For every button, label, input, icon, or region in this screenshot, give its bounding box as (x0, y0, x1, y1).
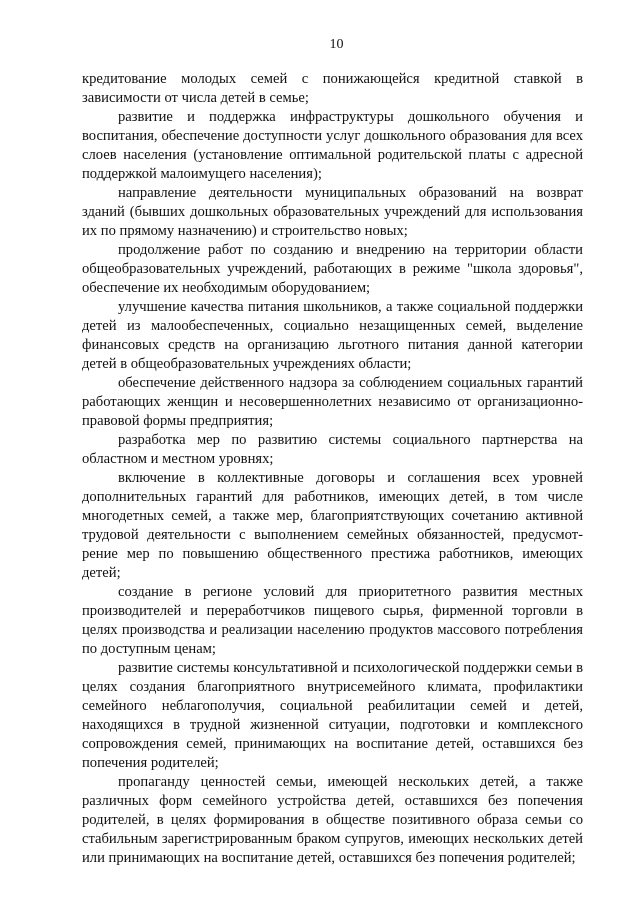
paragraph: направление деятельности муниципальных образований на возврат зданий (бывших дошкольных образовательных учреждений для использования их по прямому назначению) и строительство новых; (82, 185, 583, 239)
paragraph: продолжение работ по созданию и внедрению на территории области общеобразовательных учреждений, работающих в режиме "школа здоровья", обеспечение их необходимым оборудованием; (82, 242, 583, 296)
paragraph: обеспечение действенного надзора за соблюдением социальных гарантий работающих женщин и несовершеннолетних независимо от организационно-правовой формы предприятия; (82, 375, 583, 429)
paragraph: развитие системы консультативной и психологической поддержки семьи в целях создания благоприятного внутрисемейного климата, профилактики семейного неблагополучия, социальной реабилитации семей и детей, находящихся в трудной жизненной ситуации, подготовки и комплексного сопровождения семей, принимающих на воспитание детей, оставшихся без попечения родителей; (82, 660, 583, 771)
paragraph: улучшение качества питания школьников, а также социальной поддержки детей из малообеспеченных, социально незащищенных семей, выделение финансовых средств на организацию льготного питания данной категории детей в общеобразовательных учреждениях области; (82, 299, 583, 372)
page-number: 10 (329, 37, 344, 52)
paragraph: включение в коллективные договоры и соглашения всех уровней дополнительных гарантий для работников, имеющих детей, в том числе многодетных семей, а также мер, благоприятствующих сочетанию активной трудовой деятельности с выполнением семейных обязанностей, предусмотрение мер по повышению общественного престижа работников, имеющих детей; (82, 470, 583, 581)
paragraph: развитие и поддержка инфраструктуры дошкольного обучения и воспитания, обеспечение доступности услуг дошкольного образования для всех слоев населения (установление оптимальной родительской платы с адресной поддержкой малоимущего населения); (82, 109, 583, 182)
paragraph: создание в регионе условий для приоритетного развития местных производителей и переработчиков пищевого сырья, фирменной торговли в целях производства и реализации населению продуктов массового потребления по доступным ценам; (82, 584, 583, 657)
paragraph-continuation: кредитование молодых семей с понижающейся кредитной ставкой в зависимости от числа детей в семье; (82, 71, 583, 106)
paragraph: пропаганду ценностей семьи, имеющей нескольких детей, а также различных форм семейного устройства детей, оставшихся без попечения родителей, в целях формирования в обществе позитивного образа семьи со стабильным зарегистрированным браком супругов, имеющих нескольких детей или принимающих на воспитание детей, оставшихся без попечения родителей; (82, 774, 583, 866)
paragraph: разработка мер по развитию системы социального партнерства на областном и местном уровнях; (82, 432, 583, 467)
document-body (82, 70, 583, 868)
